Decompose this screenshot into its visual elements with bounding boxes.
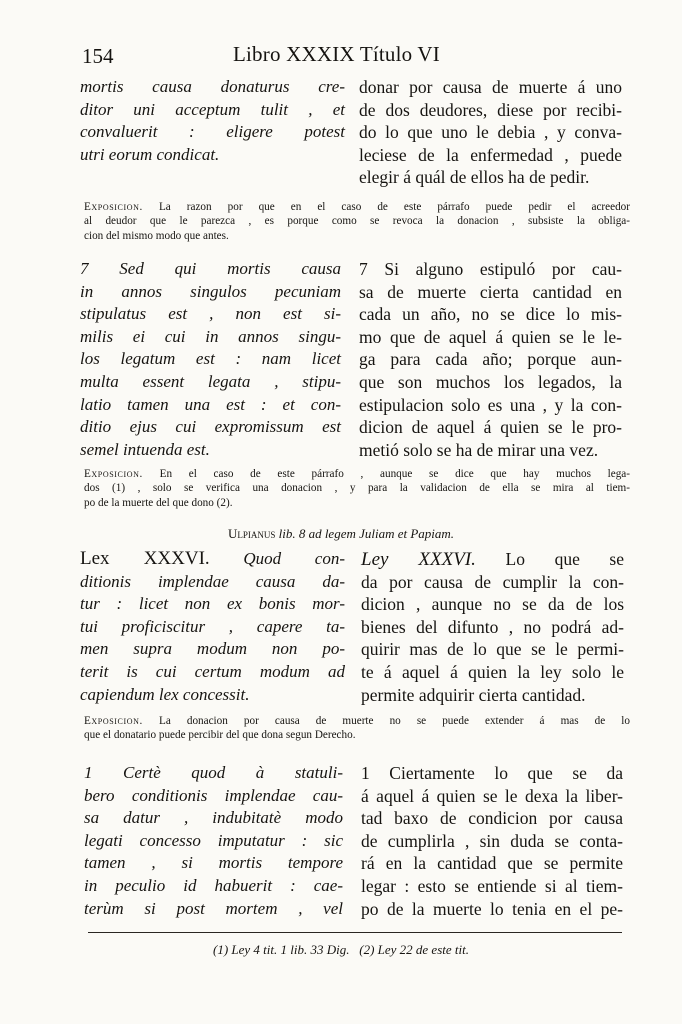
- exposicion-text: En el caso de este párrafo , aunque se dice que hay muchos lega-: [159, 468, 631, 480]
- exposicion-line: po de la muerte del que dono (2).: [84, 496, 233, 509]
- latin-column-1: [80, 76, 345, 166]
- exposicion-text: La donacion por causa de muerte no se puede extender á mas de lo: [158, 715, 631, 727]
- text-line: permite adquirir cierta cantidad.: [361, 684, 586, 705]
- text-line: de cumplirla , sin duda se conta-: [361, 830, 623, 851]
- exposicion-line: al deudor que le parezca , es porque como se revoca la donacion , subsiste la obliga-: [84, 215, 630, 228]
- text-line: dicion de aquel á quien se le pro-: [359, 417, 622, 438]
- text-line: utri eorum condicat.: [80, 144, 220, 164]
- text-line: de dos deudores, diese por recibi-: [359, 99, 622, 120]
- page-number: 154: [82, 44, 114, 68]
- spanish-column-2: [359, 258, 622, 461]
- text-line: mortis causa donaturus cre-: [80, 77, 345, 96]
- source-line: [0, 526, 682, 542]
- exposicion-line: cion del mismo modo que antes.: [84, 229, 229, 242]
- text-line: donar por causa de muerte á uno: [359, 77, 622, 97]
- exposicion-line: [84, 714, 630, 728]
- text-line: ditor uni acceptum tulit , et: [80, 99, 345, 119]
- text-line: mo que de aquel á quien se le le-: [359, 326, 622, 347]
- text-line: convaluerit : eligere potest: [80, 122, 345, 142]
- text-line: sa de muerte cierta cantidad en: [359, 281, 622, 302]
- text-line: legati concesso imputatur : sic: [84, 830, 343, 850]
- exposicion-1: [84, 200, 630, 243]
- text-line: ga para cada año; porque aun-: [359, 349, 622, 370]
- text-line: tui proficiscitur , capere ta-: [80, 616, 345, 636]
- exposicion-line: que el donatario puede percibir del que dona segun Derecho.: [84, 729, 356, 742]
- text-line: do lo que uno le debia , y conva-: [359, 122, 622, 143]
- text-line: latio tamen una est : et con-: [80, 394, 341, 414]
- text-line: milis ei cui in annos singu-: [80, 326, 341, 346]
- text-line: ditionis implendae causa da-: [80, 571, 345, 591]
- text-line: po de la muerte lo tenia en el pe-: [361, 898, 623, 919]
- ley-label: Ley XXXVI.: [361, 549, 476, 570]
- text-line: elegir á quál de ellos ha de pedir.: [359, 167, 590, 188]
- text-line: estipulacion solo es una , y la con-: [359, 394, 622, 415]
- text-line: 1 Ciertamente lo que se da: [361, 763, 623, 783]
- footnotes: (1) Ley 4 tit. 1 lib. 33 Dig. (2) Ley 22 de este tit.: [213, 942, 469, 957]
- text-line: in annos singulos pecuniam: [80, 281, 341, 301]
- spanish-column-3: [361, 548, 624, 706]
- text-line: men supra modum non po-: [80, 639, 345, 659]
- text-line: metió solo se ha de mirar una vez.: [359, 439, 599, 460]
- exposicion-line: [84, 467, 630, 481]
- running-title: Libro XXXIX Título VI: [233, 42, 440, 66]
- spanish-column-4: [361, 762, 623, 920]
- text-line: los legatum est : nam licet: [80, 349, 341, 369]
- ley-first-line: [361, 548, 624, 571]
- text-line: leciese de la enfermedad , puede: [359, 144, 622, 165]
- text-line: que son muchos los legados, la: [359, 371, 622, 392]
- exposicion-2: [84, 467, 630, 510]
- text-line: quirir mas de lo que se le permi-: [361, 639, 624, 660]
- text-line: terit is cui certum modum ad: [80, 661, 345, 681]
- exposicion-3: [84, 714, 630, 743]
- ley-first-text: Lo que se: [505, 549, 625, 569]
- text-line: á aquel á quien se le dexa la liber-: [361, 785, 623, 806]
- text-line: terùm si post mortem , vel: [84, 898, 343, 918]
- text-line: da por causa de cumplir la con-: [361, 571, 624, 592]
- text-line: 7 Sed qui mortis causa: [80, 259, 341, 278]
- text-line: semel intuenda est.: [80, 439, 210, 459]
- text-line: capiendum lex concessit.: [80, 684, 250, 704]
- text-line: tur : licet non ex bonis mor-: [80, 594, 345, 614]
- exposicion-label: Exposicion.: [84, 468, 143, 480]
- exposicion-line: dos (1) , solo se verifica una donacion , y para la validacion de ella se mira al tiem-: [84, 482, 630, 495]
- text-line: bero conditionis implendae cau-: [84, 785, 343, 805]
- source-reference: lib. 8 ad legem Juliam et Papiam.: [278, 526, 455, 541]
- text-line: tamen , si mortis tempore: [84, 853, 343, 873]
- latin-column-3: [80, 548, 345, 706]
- exposicion-label: Exposicion.: [84, 715, 143, 727]
- footnote-rule: [88, 932, 622, 933]
- exposicion-label: Exposicion.: [84, 201, 143, 213]
- exposicion-text: La razon por que en el caso de este párrafo puede pedir el acreedor: [158, 201, 630, 213]
- exposicion-line: [84, 200, 630, 214]
- text-line: multa essent legata , stipu-: [80, 371, 341, 391]
- text-line: ditio ejus cui expromissum est: [80, 417, 341, 437]
- text-line: te á aquel á quien la ley solo le: [361, 661, 624, 682]
- text-line: dicion , aunque no se da de los: [361, 594, 624, 615]
- text-line: bienes del difunto , no podrá ad-: [361, 616, 624, 637]
- text-line: 1 Certè quod à statuli-: [84, 763, 343, 782]
- text-line: tad baxo de condicion por causa: [361, 808, 623, 829]
- text-line: cada un año, no se dice lo mis-: [359, 304, 622, 325]
- text-line: rá en la cantidad que se permite: [361, 853, 623, 874]
- lex-label: Lex XXXVI.: [80, 548, 210, 569]
- text-line: stipulatus est , non est si-: [80, 304, 341, 324]
- source-author: Ulpianus: [227, 526, 276, 541]
- lex-first-line: [80, 548, 345, 571]
- lex-first-text: Quod con-: [243, 549, 345, 568]
- text-line: legar : esto se entiende si al tiem-: [361, 875, 623, 896]
- text-line: 7 Si alguno estipuló por cau-: [359, 259, 622, 279]
- text-line: in peculio id habuerit : cae-: [84, 875, 343, 895]
- latin-column-4: [84, 762, 343, 920]
- text-line: sa datur , indubitatè modo: [84, 808, 343, 828]
- spanish-column-1: [359, 76, 622, 189]
- latin-column-2: [80, 258, 341, 461]
